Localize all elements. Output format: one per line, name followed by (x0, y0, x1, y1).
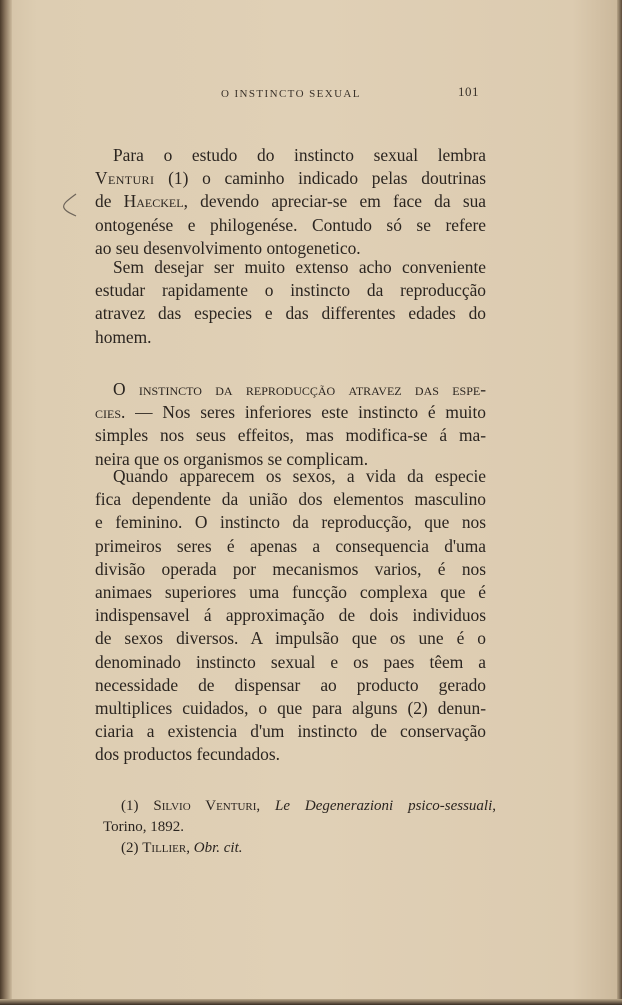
author-name-smallcaps: Haeckel (123, 191, 184, 212)
footnote-1-continuation: Torino, 1892. (103, 819, 185, 835)
running-head: O INSTINCTO SEXUAL (221, 88, 361, 100)
section-heading-smallcaps: cies. (95, 402, 126, 423)
section-paragraph (95, 378, 486, 471)
text-line: homem. (95, 326, 152, 347)
text-line: fica dependente da união dos elementos masculino (95, 489, 486, 510)
paragraph-3 (95, 465, 486, 766)
paragraph-1 (95, 144, 486, 260)
text-span: , (186, 840, 194, 856)
text-line: multiplices cuidados, o que para alguns (2) denun- (95, 697, 486, 718)
footnote-author: Tillier (142, 840, 187, 856)
text-line: estudar rapidamente o instincto da reproducção (95, 280, 486, 301)
section-heading-initial: O (113, 379, 126, 399)
footnote-2 (103, 838, 496, 859)
footnote-author: Silvio Venturi (153, 798, 257, 814)
text-line: Quando apparecem os sexos, a vida da especie (113, 466, 486, 486)
text-line: primeiros seres é apenas a consequencia d'uma (95, 535, 486, 556)
section-heading-line (95, 378, 486, 401)
text-line (95, 167, 486, 190)
page-number: 101 (458, 84, 479, 99)
text-line: neira que os organismos se complicam. (95, 448, 369, 469)
page-bottom-edge (0, 999, 622, 1005)
section-heading-smallcaps: instincto da reproducção atravez das espe- (125, 379, 486, 399)
text-line: de sexos diversos. A impulsão que os une é o (95, 628, 486, 649)
page-right-edge (617, 0, 622, 1005)
text-line: ciaria a existencia d'um instincto de conservação (95, 721, 486, 742)
footnotes (103, 796, 496, 859)
footnote-title: Le Degenerazioni psico-sessuali (275, 798, 493, 814)
text-line: Para o estudo do instincto sexual lembra (113, 145, 486, 165)
text-line: denominado instincto sexual e os paes têem a (95, 651, 486, 672)
text-line: indispensavel á approximação de dois individuos (95, 605, 486, 626)
text-line: dos productos fecundados. (95, 744, 280, 765)
text-line: e feminino. O instincto da reproducção, que nos (95, 512, 486, 533)
text-line: ao seu desenvolvimento ontogenetico. (95, 237, 361, 258)
author-name-smallcaps: Venturi (95, 168, 155, 189)
pencil-mark-icon (58, 192, 80, 218)
text-line: simples nos seus effeitos, mas modifica-se á ma- (95, 425, 486, 446)
text-line: Sem desejar ser muito extenso acho conveniente (113, 257, 486, 277)
text-line: animaes superiores uma funcção complexa que é (95, 581, 486, 602)
text-span: (1) o caminho indicado pelas doutrinas (154, 168, 486, 189)
text-line (95, 401, 486, 424)
footnote-number: (1) (121, 798, 154, 814)
paragraph-2 (95, 256, 486, 349)
text-line: divisão operada por mecanismos varios, é nos (95, 558, 486, 579)
page-binding-edge (0, 0, 12, 1005)
text-span: , devendo apreciar-se em face da sua (183, 191, 486, 212)
text-line (95, 190, 486, 213)
footnote-1 (103, 796, 496, 817)
text-line: atravez das especies e das differentes edades do (95, 303, 486, 324)
footnote-title: Obr. cit. (193, 840, 243, 856)
text-line: necessidade de dispensar ao producto gerado (95, 674, 486, 695)
footnote-number: (2) (121, 840, 143, 856)
text-span: de (95, 191, 124, 212)
text-span: , (492, 798, 497, 814)
text-span: — Nos seres inferiores este instincto é muito (125, 402, 486, 423)
text-span: , (256, 798, 276, 814)
text-line: ontogenése e philogenése. Contudo só se refere (95, 214, 486, 235)
